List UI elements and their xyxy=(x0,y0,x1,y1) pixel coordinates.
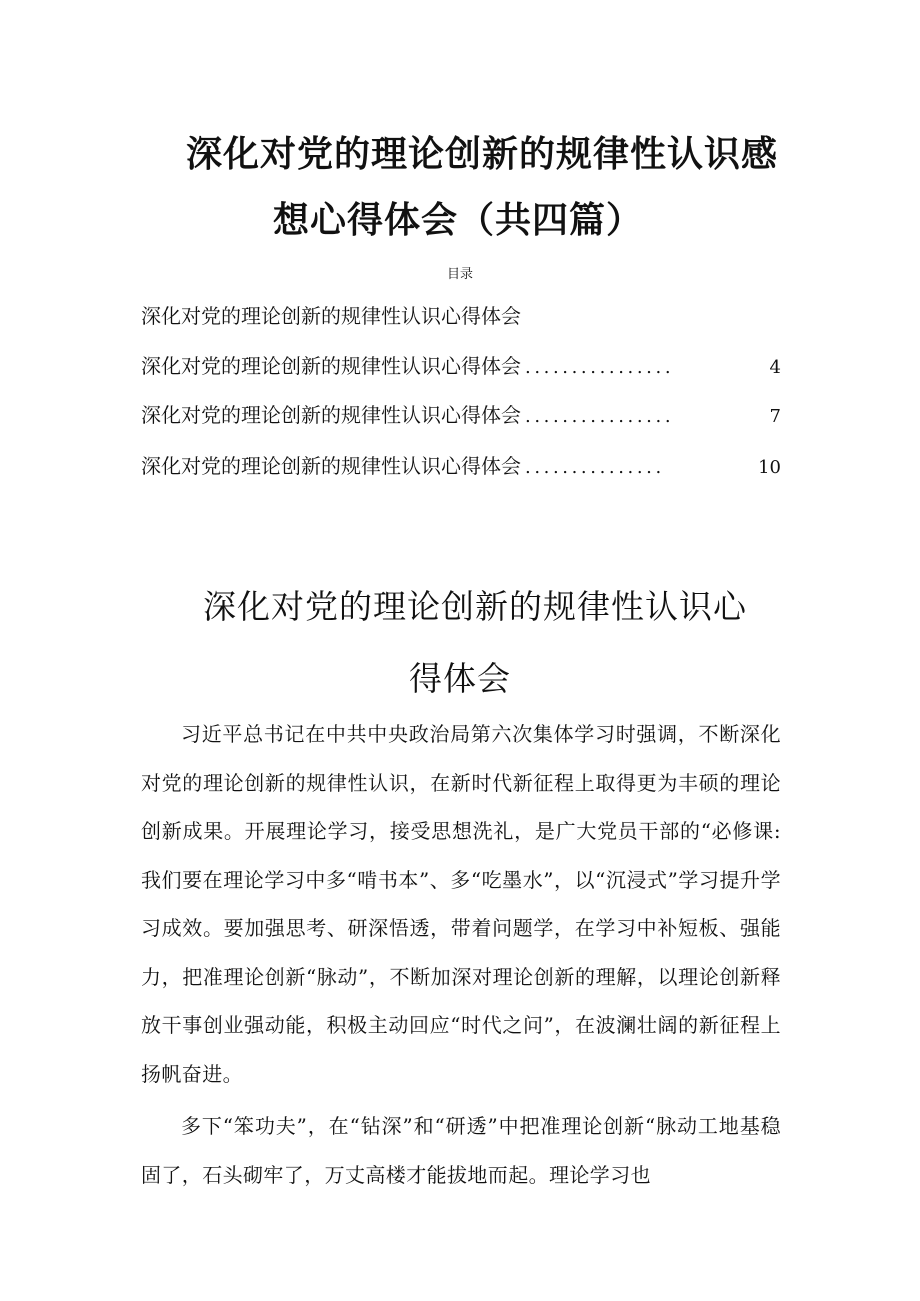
body-paragraph: 多下“笨功夫”，在“钻深”和“研透”中把准理论创新“脉动工地基稳固了，石头砌牢了，万丈高楼才能拔地而起。理论学习也 xyxy=(141,1114,781,1187)
toc-leader-dots: ................ xyxy=(525,408,675,426)
section-title-line-2: 得体会 xyxy=(409,659,511,698)
toc-leader-dots: ................ xyxy=(525,359,675,377)
toc-item-text: 深化对党的理论创新的规律性认识心得体会 xyxy=(141,403,521,427)
toc-page-number: 4 xyxy=(769,357,781,378)
toc-item-text: 深化对党的理论创新的规律性认识心得体会 xyxy=(141,354,521,378)
toc-item-text: 深化对党的理论创新的规律性认识心得体会 xyxy=(141,454,521,478)
toc-heading: 目录 xyxy=(446,267,473,282)
document-title-line-1: 深化对党的理论创新的规律性认识感 xyxy=(185,134,778,175)
document-title-line-2: 想心得体会（共四篇） xyxy=(272,200,643,241)
toc-item[interactable] xyxy=(141,306,781,326)
toc-page-number: 10 xyxy=(758,457,781,478)
toc-leader-dots: ............... xyxy=(525,459,665,477)
toc-item[interactable] xyxy=(141,405,781,426)
toc-item[interactable] xyxy=(141,356,781,377)
toc-page-number: 7 xyxy=(769,406,781,427)
toc-item[interactable] xyxy=(141,456,781,477)
toc-item-text: 深化对党的理论创新的规律性认识心得体会 xyxy=(141,304,521,328)
body-paragraph: 习近平总书记在中共中央政治局第六次集体学习时强调，不断深化对党的理论创新的规律性认识，在新时代新征程上取得更为丰硕的理论创新成果。开展理论学习，接受思想洗礼，是广大党员干部的“必修课:我们要在理论学习中多“啃书本”、多“吃墨水”，以“沉浸式”学习提升学习成效。要加强思考、研深悟透，带着问题学，在学习中补短板、强能力，把准理论创新“脉动”，不断加深对理论创新的理解，以理论创新释放干事创业强动能，积极主动回应“时代之问”，在波澜壮阔的新征程上扬帆奋进。 xyxy=(141,722,781,1086)
section-title-line-1: 深化对党的理论创新的规律性认识心 xyxy=(203,587,747,626)
